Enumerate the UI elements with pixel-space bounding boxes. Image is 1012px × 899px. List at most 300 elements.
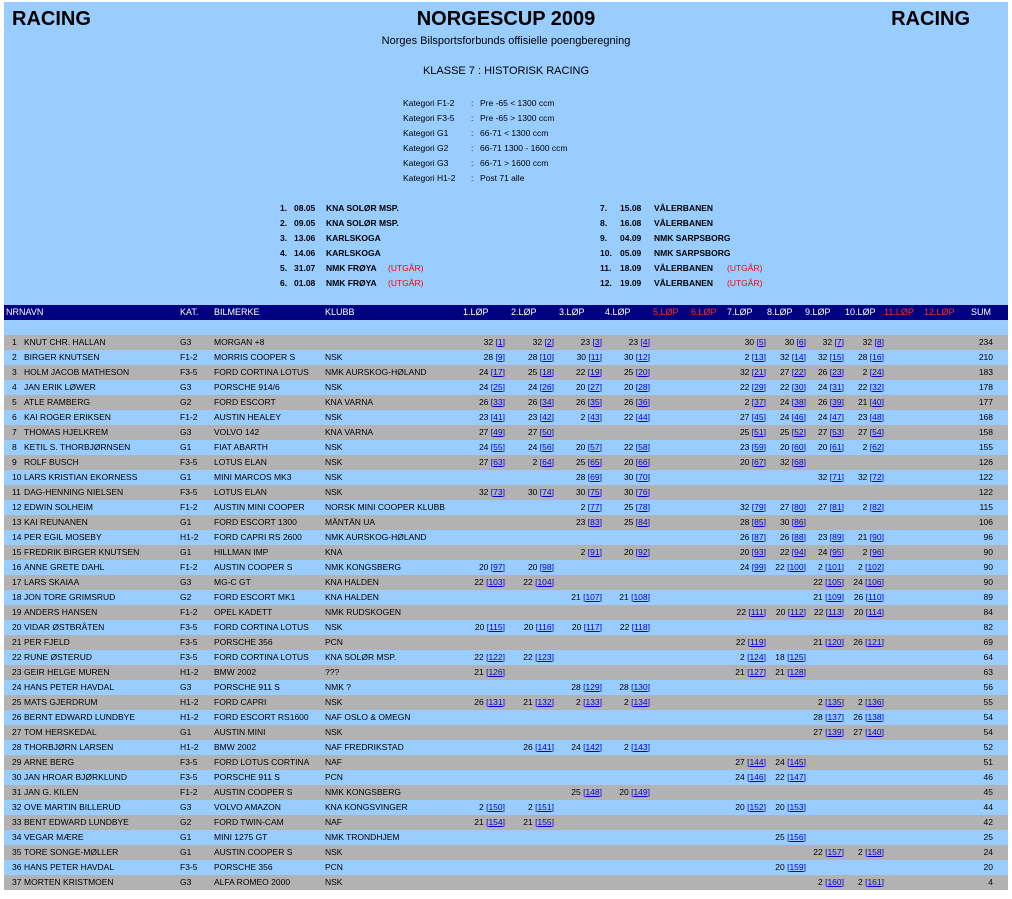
points-reference-link[interactable]: [46] xyxy=(791,412,806,422)
points-reference-link[interactable]: [30] xyxy=(791,382,806,392)
total-sum: 54 xyxy=(983,727,993,737)
points-reference-link[interactable]: [38] xyxy=(791,397,806,407)
race-date: 16.08 xyxy=(620,218,642,228)
reference-number: 77 xyxy=(590,502,600,512)
points-reference-link[interactable]: [149] xyxy=(631,787,650,797)
driver-name: LARS KRISTIAN EKORNESS xyxy=(24,472,138,482)
points-reference-link[interactable]: [122] xyxy=(486,652,505,662)
reference-number: 84 xyxy=(638,517,648,527)
reference-number: 86 xyxy=(794,517,804,527)
points-reference-link[interactable]: [14] xyxy=(791,352,806,362)
points-reference-link[interactable]: [148] xyxy=(583,787,602,797)
points-reference-link[interactable]: [18] xyxy=(539,367,554,377)
points-reference-link[interactable]: [24] xyxy=(869,367,884,377)
points-reference-link[interactable]: [93] xyxy=(751,547,766,557)
points-reference-link[interactable]: [92] xyxy=(635,547,650,557)
points-reference-link[interactable]: [111] xyxy=(748,607,766,617)
points-reference-link[interactable]: [99] xyxy=(751,562,766,572)
driver-category: F1-2 xyxy=(180,787,198,797)
points-reference-link[interactable]: [109] xyxy=(825,592,844,602)
points-reference-link[interactable]: [48] xyxy=(869,412,884,422)
points-reference-link[interactable]: [61] xyxy=(829,442,844,452)
reference-number: 85 xyxy=(754,517,764,527)
race-points xyxy=(854,592,884,602)
race-points xyxy=(863,502,884,512)
driver-name: HANS PETER HAVDAL xyxy=(24,682,115,692)
points-reference-link[interactable]: [17] xyxy=(490,367,505,377)
race-points xyxy=(620,622,650,632)
race-points xyxy=(818,412,844,422)
points-reference-link[interactable]: [7] xyxy=(834,337,844,347)
points-reference-link[interactable]: [95] xyxy=(829,547,844,557)
race-points xyxy=(581,547,602,557)
race-points xyxy=(479,487,505,497)
points-reference-link[interactable]: [40] xyxy=(869,397,884,407)
points-reference-link[interactable]: [130] xyxy=(631,682,650,692)
points-reference-link[interactable]: [129] xyxy=(583,682,602,692)
reference-number: 137 xyxy=(827,712,842,722)
points-reference-link[interactable]: [57] xyxy=(587,442,602,452)
points-value: 21 xyxy=(813,592,823,602)
points-reference-link[interactable]: [45] xyxy=(751,412,766,422)
total-sum: 56 xyxy=(983,682,993,692)
driver-name: JAN HROAR BJØRKLUND xyxy=(24,772,127,782)
points-reference-link[interactable]: [152] xyxy=(747,802,766,812)
reference-number: 92 xyxy=(638,547,648,557)
driver-category: G3 xyxy=(180,682,192,692)
points-value: 2 xyxy=(862,502,868,512)
points-reference-link[interactable]: [86] xyxy=(791,517,806,527)
points-reference-link[interactable]: [144] xyxy=(747,757,766,767)
points-reference-link[interactable]: [3] xyxy=(592,337,602,347)
points-reference-link[interactable]: [80] xyxy=(791,502,806,512)
race-venue: VÅLERBANEN xyxy=(654,263,714,273)
total-sum: 126 xyxy=(978,457,993,467)
points-reference-link[interactable]: [106] xyxy=(865,577,884,587)
points-reference-link[interactable]: [138] xyxy=(865,712,884,722)
points-value: 22 xyxy=(523,577,533,587)
points-reference-link[interactable]: [63] xyxy=(490,457,505,467)
table-row xyxy=(4,560,1008,575)
points-reference-link[interactable]: [107] xyxy=(583,592,602,602)
race-points xyxy=(780,397,806,407)
col-lop10: 10.LØP xyxy=(845,307,876,317)
points-reference-link[interactable]: [155] xyxy=(535,817,554,827)
col-lop4: 4.LØP xyxy=(605,307,631,317)
total-sum: 64 xyxy=(983,652,993,662)
points-value: 30 xyxy=(623,487,634,497)
points-reference-link[interactable]: [113] xyxy=(825,607,844,617)
race-points xyxy=(863,337,884,347)
points-reference-link[interactable]: [82] xyxy=(869,502,884,512)
total-sum: 25 xyxy=(983,832,993,842)
category-separator: : xyxy=(471,98,474,108)
points-value: 27 xyxy=(857,427,868,437)
reference-number: 12 xyxy=(638,352,648,362)
points-reference-link[interactable]: [140] xyxy=(865,727,884,737)
points-reference-link[interactable]: [68] xyxy=(791,457,806,467)
reference-number: 22 xyxy=(794,367,804,377)
points-reference-link[interactable]: [135] xyxy=(825,697,844,707)
reference-number: 93 xyxy=(754,547,764,557)
points-reference-link[interactable]: [81] xyxy=(829,502,844,512)
reference-number: 14 xyxy=(794,352,804,362)
points-reference-link[interactable]: [36] xyxy=(635,397,650,407)
points-reference-link[interactable]: [65] xyxy=(587,457,602,467)
points-value: 28 xyxy=(483,352,494,362)
points-value: 22 xyxy=(779,382,790,392)
points-reference-link[interactable]: [128] xyxy=(787,667,806,677)
points-reference-link[interactable]: [88] xyxy=(791,532,806,542)
reference-number: 148 xyxy=(585,787,600,797)
total-sum: 24 xyxy=(983,847,993,857)
points-reference-link[interactable]: [2] xyxy=(544,337,554,347)
points-reference-link[interactable]: [8] xyxy=(874,337,884,347)
club-name: NMK AURSKOG-HØLAND xyxy=(325,532,427,542)
points-reference-link[interactable]: [66] xyxy=(635,457,650,467)
reference-number: 75 xyxy=(590,487,600,497)
points-reference-link[interactable]: [103] xyxy=(486,577,505,587)
points-reference-link[interactable]: [37] xyxy=(751,397,766,407)
points-reference-link[interactable]: [4] xyxy=(640,337,650,347)
points-reference-link[interactable]: [70] xyxy=(635,472,650,482)
points-reference-link[interactable]: [121] xyxy=(865,637,884,647)
points-reference-link[interactable]: [137] xyxy=(825,712,844,722)
reference-number: 132 xyxy=(537,697,552,707)
points-value: 22 xyxy=(474,652,484,662)
points-reference-link[interactable]: [74] xyxy=(539,487,554,497)
reference-number: 95 xyxy=(832,547,842,557)
race-points xyxy=(858,427,884,437)
points-value: 26 xyxy=(527,397,538,407)
points-reference-link[interactable]: [127] xyxy=(747,667,766,677)
car-model: FORD LOTUS CORTINA xyxy=(214,757,310,767)
car-model: MINI 1275 GT xyxy=(214,832,268,842)
race-points xyxy=(740,547,766,557)
total-sum: 84 xyxy=(983,607,993,617)
points-reference-link[interactable]: [158] xyxy=(865,847,884,857)
driver-category: F3-5 xyxy=(180,457,198,467)
points-reference-link[interactable]: [31] xyxy=(829,382,844,392)
points-reference-link[interactable]: [90] xyxy=(869,532,884,542)
points-reference-link[interactable]: [98] xyxy=(539,562,554,572)
points-reference-link[interactable]: [108] xyxy=(631,592,650,602)
points-reference-link[interactable]: [139] xyxy=(825,727,844,737)
total-sum: 183 xyxy=(978,367,993,377)
points-reference-link[interactable]: [54] xyxy=(869,427,884,437)
points-reference-link[interactable]: [21] xyxy=(751,367,766,377)
points-reference-link[interactable]: [120] xyxy=(825,637,844,647)
race-points xyxy=(780,412,806,422)
points-reference-link[interactable]: [43] xyxy=(587,412,602,422)
race-points xyxy=(740,562,766,572)
points-reference-link[interactable]: [52] xyxy=(791,427,806,437)
points-reference-link[interactable]: [142] xyxy=(583,742,602,752)
points-reference-link[interactable]: [126] xyxy=(486,667,505,677)
points-reference-link[interactable]: [83] xyxy=(587,517,602,527)
points-reference-link[interactable]: [160] xyxy=(825,877,844,887)
points-reference-link[interactable]: [116] xyxy=(535,622,554,632)
reference-number: 141 xyxy=(537,742,552,752)
points-reference-link[interactable]: [12] xyxy=(635,352,650,362)
points-reference-link[interactable]: [41] xyxy=(490,412,505,422)
points-reference-link[interactable]: [42] xyxy=(539,412,554,422)
points-value: 20 xyxy=(739,457,750,467)
points-reference-link[interactable]: [44] xyxy=(635,412,650,422)
points-reference-link[interactable]: [91] xyxy=(587,547,602,557)
total-sum: 54 xyxy=(983,712,993,722)
points-reference-link[interactable]: [119] xyxy=(747,637,766,647)
points-reference-link[interactable]: [13] xyxy=(751,352,766,362)
points-reference-link[interactable]: [100] xyxy=(787,562,806,572)
table-row xyxy=(4,830,1008,845)
points-reference-link[interactable]: [75] xyxy=(587,487,602,497)
points-reference-link[interactable]: [159] xyxy=(787,862,806,872)
car-model: FORD CORTINA LOTUS xyxy=(214,367,309,377)
points-reference-link[interactable]: [85] xyxy=(751,517,766,527)
col-lop2: 2.LØP xyxy=(511,307,537,317)
car-model: AUSTIN HEALEY xyxy=(214,412,282,422)
points-reference-link[interactable]: [32] xyxy=(869,382,884,392)
points-reference-link[interactable]: [97] xyxy=(490,562,505,572)
table-row xyxy=(4,785,1008,800)
points-reference-link[interactable]: [62] xyxy=(869,442,884,452)
reference-number: 80 xyxy=(794,502,804,512)
points-reference-link[interactable]: [84] xyxy=(635,517,650,527)
points-reference-link[interactable]: [117] xyxy=(583,622,602,632)
points-reference-link[interactable]: [105] xyxy=(825,577,844,587)
points-value: 30 xyxy=(784,337,795,347)
points-reference-link[interactable]: [125] xyxy=(787,652,806,662)
points-reference-link[interactable]: [71] xyxy=(829,472,844,482)
points-reference-link[interactable]: [10] xyxy=(539,352,554,362)
points-reference-link[interactable]: [110] xyxy=(865,592,884,602)
points-reference-link[interactable]: [124] xyxy=(747,652,766,662)
points-reference-link[interactable]: [35] xyxy=(587,397,602,407)
total-sum: 46 xyxy=(983,772,993,782)
race-venue: KARLSKOGA xyxy=(326,248,381,258)
points-reference-link[interactable]: [145] xyxy=(787,757,806,767)
points-value: 20 xyxy=(817,442,828,452)
points-reference-link[interactable]: [6] xyxy=(796,337,806,347)
points-reference-link[interactable]: [58] xyxy=(635,442,650,452)
points-value: 24 xyxy=(571,742,581,752)
points-reference-link[interactable]: [64] xyxy=(539,457,554,467)
driver-number: 16 xyxy=(12,562,22,572)
race-points xyxy=(581,502,602,512)
points-reference-link[interactable]: [55] xyxy=(490,442,505,452)
points-reference-link[interactable]: [9] xyxy=(495,352,505,362)
points-reference-link[interactable]: [154] xyxy=(486,817,505,827)
race-points xyxy=(818,547,844,557)
race-points xyxy=(576,697,602,707)
driver-category: G1 xyxy=(180,727,192,737)
reference-number: 130 xyxy=(633,682,648,692)
driver-name: EDWIN SOLHEIM xyxy=(24,502,93,512)
points-reference-link[interactable]: [29] xyxy=(751,382,766,392)
points-reference-link[interactable]: [49] xyxy=(490,427,505,437)
club-name: NSK xyxy=(325,457,343,467)
points-reference-link[interactable]: [143] xyxy=(631,742,650,752)
points-reference-link[interactable]: [56] xyxy=(539,442,554,452)
reference-number: 33 xyxy=(493,397,503,407)
points-value: 2 xyxy=(478,802,484,812)
reference-number: 109 xyxy=(827,592,842,602)
points-reference-link[interactable]: [53] xyxy=(829,427,844,437)
points-reference-link[interactable]: [87] xyxy=(751,532,766,542)
points-reference-link[interactable]: [89] xyxy=(829,532,844,542)
points-reference-link[interactable]: [20] xyxy=(635,367,650,377)
points-reference-link[interactable]: [47] xyxy=(829,412,844,422)
racing-label-right: RACING xyxy=(891,8,970,30)
points-value: 26 xyxy=(853,592,864,602)
driver-category: G3 xyxy=(180,877,192,887)
points-reference-link[interactable]: [39] xyxy=(829,397,844,407)
points-reference-link[interactable]: [151] xyxy=(535,802,554,812)
points-value: 2 xyxy=(623,697,629,707)
table-row xyxy=(4,590,1008,605)
points-value: 26 xyxy=(523,742,533,752)
driver-name: FREDRIK BIRGER KNUTSEN xyxy=(24,547,140,557)
table-row xyxy=(4,800,1008,815)
points-reference-link[interactable]: [28] xyxy=(635,382,650,392)
points-reference-link[interactable]: [132] xyxy=(535,697,554,707)
reference-number: 142 xyxy=(585,742,600,752)
points-reference-link[interactable]: [72] xyxy=(869,472,884,482)
points-reference-link[interactable]: [15] xyxy=(829,352,844,362)
race-points xyxy=(740,652,766,662)
points-reference-link[interactable]: [23] xyxy=(829,367,844,377)
reference-number: 70 xyxy=(638,472,648,482)
points-value: 22 xyxy=(779,547,790,557)
points-reference-link[interactable]: [73] xyxy=(490,487,505,497)
reference-number: 50 xyxy=(542,427,552,437)
reference-number: 156 xyxy=(789,832,804,842)
category-separator: : xyxy=(471,173,474,183)
race-date: 08.05 xyxy=(294,203,316,213)
points-reference-link[interactable]: [26] xyxy=(539,382,554,392)
points-reference-link[interactable]: [76] xyxy=(635,487,650,497)
driver-category: G1 xyxy=(180,832,192,842)
reference-number: 149 xyxy=(633,787,648,797)
driver-category: F3-5 xyxy=(180,487,198,497)
club-name: NMK ? xyxy=(325,682,351,692)
points-reference-link[interactable]: [112] xyxy=(787,607,806,617)
points-reference-link[interactable]: [19] xyxy=(587,367,602,377)
points-reference-link[interactable]: [161] xyxy=(865,877,884,887)
points-reference-link[interactable]: [5] xyxy=(756,337,766,347)
points-reference-link[interactable]: [69] xyxy=(587,472,602,482)
points-reference-link[interactable]: [25] xyxy=(490,382,505,392)
reference-number: 125 xyxy=(789,652,804,662)
points-reference-link[interactable]: [157] xyxy=(825,847,844,857)
points-reference-link[interactable]: [150] xyxy=(486,802,505,812)
club-name: NORSK MINI COOPER KLUBB xyxy=(325,502,445,512)
race-points xyxy=(576,472,602,482)
reference-number: 128 xyxy=(789,667,804,677)
points-reference-link[interactable]: [147] xyxy=(787,772,806,782)
points-reference-link[interactable]: [131] xyxy=(486,697,505,707)
points-reference-link[interactable]: [34] xyxy=(539,397,554,407)
points-reference-link[interactable]: [16] xyxy=(869,352,884,362)
points-reference-link[interactable]: [114] xyxy=(865,607,884,617)
race-points xyxy=(576,397,602,407)
driver-number: 11 xyxy=(12,487,21,497)
total-sum: 82 xyxy=(983,622,993,632)
points-reference-link[interactable]: [115] xyxy=(486,622,505,632)
points-reference-link[interactable]: [79] xyxy=(751,502,766,512)
points-reference-link[interactable]: [51] xyxy=(751,427,766,437)
race-points xyxy=(813,727,844,737)
points-reference-link[interactable]: [156] xyxy=(787,832,806,842)
points-reference-link[interactable]: [22] xyxy=(791,367,806,377)
points-reference-link[interactable]: [153] xyxy=(787,802,806,812)
points-reference-link[interactable]: [11] xyxy=(588,352,602,362)
points-value: 2 xyxy=(575,697,581,707)
points-value: 2 xyxy=(744,352,750,362)
race-date: 31.07 xyxy=(294,263,316,273)
points-reference-link[interactable]: [118] xyxy=(631,622,650,632)
race-points xyxy=(858,412,884,422)
points-value: 2 xyxy=(857,697,863,707)
points-reference-link[interactable]: [102] xyxy=(865,562,884,572)
reference-number: 53 xyxy=(832,427,842,437)
points-reference-link[interactable]: [133] xyxy=(583,697,602,707)
points-reference-link[interactable]: [1] xyxy=(495,337,505,347)
points-reference-link[interactable]: [141] xyxy=(535,742,554,752)
points-reference-link[interactable]: [33] xyxy=(490,397,505,407)
driver-name: ANNE GRETE DAHL xyxy=(24,562,105,572)
points-reference-link[interactable]: [146] xyxy=(747,772,766,782)
points-reference-link[interactable]: [50] xyxy=(539,427,554,437)
car-model: LOTUS ELAN xyxy=(214,487,267,497)
driver-number: 2 xyxy=(12,352,17,362)
points-reference-link[interactable]: [78] xyxy=(635,502,650,512)
points-reference-link[interactable]: [77] xyxy=(587,502,602,512)
driver-name: VIDAR ØSTBRÅTEN xyxy=(24,622,105,632)
driver-category: G1 xyxy=(180,847,192,857)
points-value: 26 xyxy=(779,532,790,542)
race-points xyxy=(818,427,844,437)
points-reference-link[interactable]: [134] xyxy=(631,697,650,707)
race-points xyxy=(576,517,602,527)
points-reference-link[interactable]: [59] xyxy=(751,442,766,452)
reference-number: 76 xyxy=(638,487,648,497)
points-value: 20 xyxy=(575,442,586,452)
driver-name: VEGAR MÆRE xyxy=(24,832,84,842)
points-reference-link[interactable]: [96] xyxy=(869,547,884,557)
points-value: 2 xyxy=(580,547,586,557)
points-reference-link[interactable]: [27] xyxy=(587,382,602,392)
race-points xyxy=(474,667,505,677)
points-value: 24 xyxy=(527,382,538,392)
race-points xyxy=(853,637,884,647)
points-reference-link[interactable]: [67] xyxy=(751,457,766,467)
points-reference-link[interactable]: [136] xyxy=(865,697,884,707)
points-reference-link[interactable]: [94] xyxy=(791,547,806,557)
race-points xyxy=(785,337,806,347)
points-reference-link[interactable]: [123] xyxy=(535,652,554,662)
reference-number: 66 xyxy=(638,457,648,467)
driver-number: 21 xyxy=(12,637,22,647)
points-reference-link[interactable]: [101] xyxy=(825,562,844,572)
reference-number: 63 xyxy=(493,457,503,467)
points-reference-link[interactable]: [104] xyxy=(535,577,554,587)
points-reference-link[interactable]: [60] xyxy=(791,442,806,452)
points-value: 32 xyxy=(779,352,790,362)
category-value: 66-71 1300 - 1600 ccm xyxy=(480,143,568,153)
club-name: NSK xyxy=(325,382,343,392)
